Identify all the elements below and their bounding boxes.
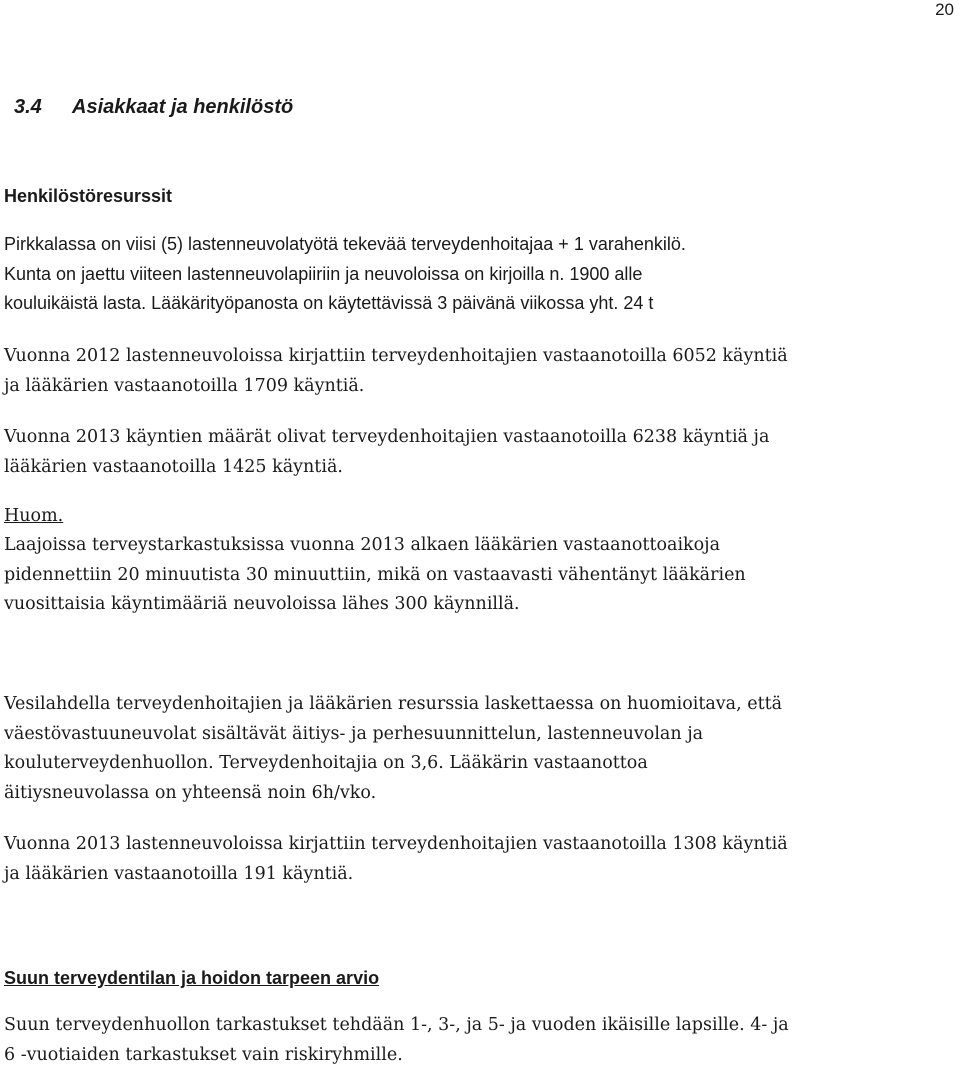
note-paragraph: Laajoissa terveystarkastuksissa vuonna 2013 alkaen lääkärien vastaanottoaikoja pidennettiin 20 minuutista 30 minuuttiin, mikä on vastaavasti vähentänyt lääkärien vuosittaisia käyntimääriä neuvoloissa lähes 300 käynnillä. bbox=[4, 535, 746, 614]
note-label: Huom. bbox=[4, 506, 64, 526]
vesilahti-visits-paragraph: Vuonna 2013 lastenneuvoloissa kirjattiin terveydenhoitajien vastaanotoilla 1308 käyntiä ja lääkärien vastaanotoilla 191 käyntiä. bbox=[4, 834, 788, 884]
page-number: 20 bbox=[935, 0, 954, 19]
vesilahti-resources-paragraph: Vesilahdella terveydenhoitajien ja lääkärien resurssia laskettaessa on huomioitava, että väestövastuuneuvolat sisältävät äitiys- ja perhesuunnittelun, lastenneuvolan ja kouluterveydenhuollon. Terveydenhoitajia on 3,6. Lääkärin vastaanottoa äitiysneuvolassa on yhteensä noin 6h/vko. bbox=[4, 694, 783, 803]
section-heading bbox=[14, 94, 293, 120]
section-title: Asiakkaat ja henkilöstö bbox=[72, 96, 294, 118]
staff-resources-heading: Henkilöstöresurssit bbox=[4, 186, 173, 206]
visits-2012-paragraph: Vuonna 2012 lastenneuvoloissa kirjattiin terveydenhoitajien vastaanotoilla 6052 käyntiä ja lääkärien vastaanotoilla 1709 käyntiä. bbox=[4, 346, 788, 396]
visits-2013-paragraph: Vuonna 2013 käyntien määrät olivat terveydenhoitajien vastaanotoilla 6238 käyntiä ja lääkärien vastaanotoilla 1425 käyntiä. bbox=[4, 427, 770, 477]
section-number: 3.4 bbox=[14, 96, 42, 118]
oral-health-heading: Suun terveydentilan ja hoidon tarpeen arvio bbox=[4, 968, 380, 988]
staff-intro-paragraph: Pirkkalassa on viisi (5) lastenneuvolatyötä tekevää terveydenhoitajaa + 1 varahenkilö. Kunta on jaettu viiteen lastenneuvolapiiriin ja neuvoloissa on kirjoilla n. 1900 alle kouluikäistä lasta. Lääkärityöpanosta on käytettävissä 3 päivänä viikossa yht. 24 t bbox=[4, 234, 686, 313]
oral-health-paragraph: Suun terveydenhuollon tarkastukset tehdään 1-, 3-, ja 5- ja vuoden ikäisille lapsille. 4- ja 6 -vuotiaiden tarkastukset vain riskiryhmille. bbox=[4, 1015, 789, 1065]
